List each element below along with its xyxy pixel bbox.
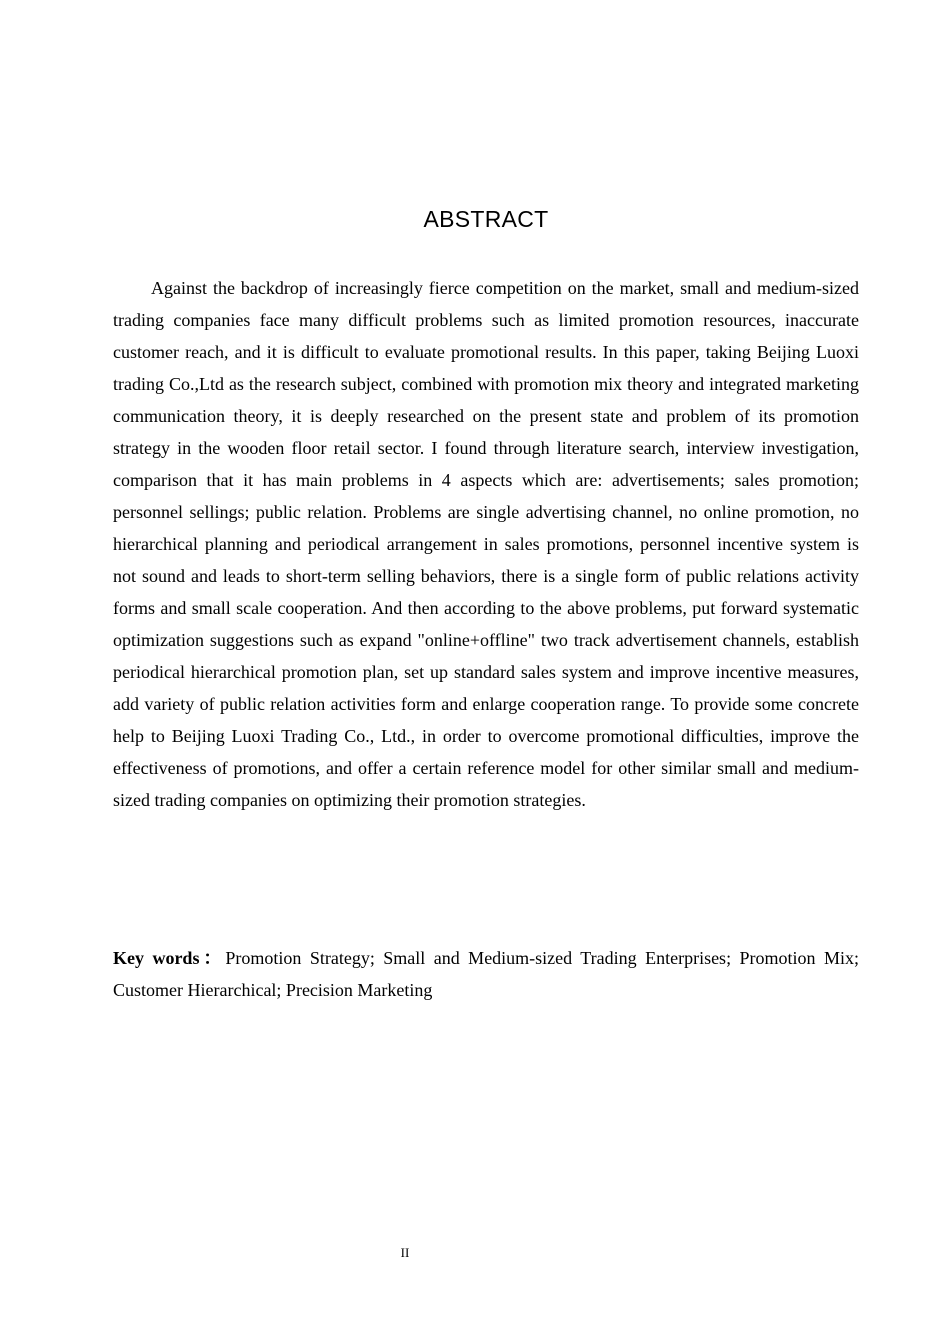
keywords-label: Key words： bbox=[113, 948, 226, 968]
keywords-paragraph bbox=[113, 942, 859, 1006]
abstract-title: ABSTRACT bbox=[423, 206, 549, 232]
abstract-body: Against the backdrop of increasingly fierce competition on the market, small and medium-sized trading companies face many difficult problems such as limited promotion resources, inaccurate customer reach, and it is difficult to evaluate promotional results. In this paper, taking Beijing Luoxi trading Co.,Ltd as the research subject, combined with promotion mix theory and integrated marketing communication theory, it is deeply researched on the present state and problem of its promotion strategy in the wooden floor retail sector. I found through literature search, interview investigation, comparison that it has main problems in 4 aspects which are: advertisements; sales promotion; personnel sellings; public relation. Problems are single advertising channel, no online promotion, no hierarchical planning and periodical arrangement in sales promotions, personnel incentive system is not sound and leads to short-term selling behaviors, there is a single form of public relations activity forms and small scale cooperation. And then according to the above problems, put forward systematic optimization suggestions such as expand "online+offline" two track advertisement channels, establish periodical hierarchical promotion plan, set up standard sales system and improve incentive measures, add variety of public relation activities form and enlarge cooperation range. To provide some concrete help to Beijing Luoxi Trading Co., Ltd., in order to overcome promotional difficulties, improve the effectiveness of promotions, and offer a certain reference model for other similar small and medium-sized trading companies on optimizing their promotion strategies. bbox=[113, 278, 859, 810]
page-number: II bbox=[400, 1245, 410, 1260]
keywords-text: Promotion Strategy; Small and Medium-sized Trading Enterprises; Promotion Mix; Customer Hierarchical; Precision Marketing bbox=[113, 948, 859, 1000]
